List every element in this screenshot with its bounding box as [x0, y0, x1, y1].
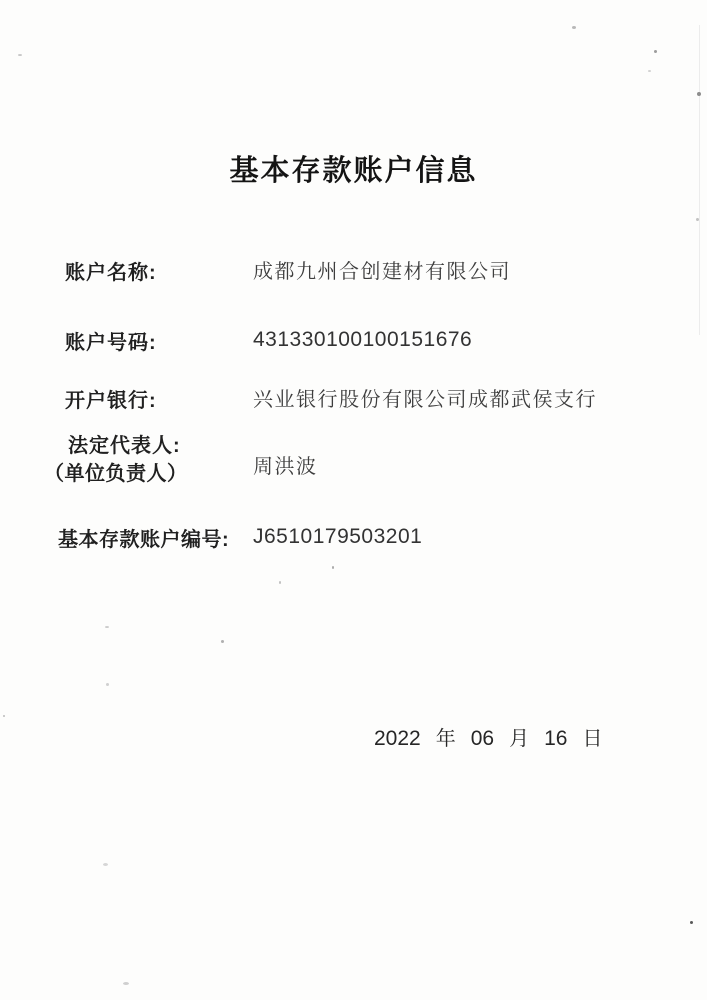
- field-label-legal-representative: 法定代表人:: [68, 435, 181, 457]
- date-month-unit: 月: [509, 728, 530, 750]
- scan-speck: [690, 921, 693, 924]
- field-label-account-name: 账户名称:: [65, 262, 157, 284]
- scan-edge-line: [699, 25, 700, 335]
- date-month: 06: [470, 727, 495, 750]
- scan-speck: [3, 715, 5, 717]
- field-value-bank: 兴业银行股份有限公司成都武侯支行: [253, 389, 597, 411]
- scan-speck: [572, 26, 576, 29]
- date-day-unit: 日: [582, 728, 603, 750]
- scan-speck: [696, 218, 699, 221]
- scan-speck: [654, 50, 657, 53]
- field-value-account-name: 成都九州合创建材有限公司: [253, 261, 511, 283]
- field-label-account-number: 账户号码:: [65, 332, 157, 354]
- field-label-unit-responsible: （单位负责人）: [44, 463, 188, 485]
- field-label-bank: 开户银行:: [65, 390, 157, 412]
- field-label-basic-account-code: 基本存款账户编号:: [58, 529, 230, 551]
- scan-speck: [103, 863, 108, 866]
- field-value-account-number: 431330100100151676: [253, 328, 473, 351]
- date-year: 2022: [374, 727, 421, 750]
- scan-speck: [18, 54, 22, 56]
- scan-speck: [123, 982, 129, 985]
- scan-speck: [279, 581, 281, 584]
- date-year-unit: 年: [435, 728, 456, 750]
- scan-speck: [221, 640, 224, 643]
- field-value-legal-representative: 周洪波: [253, 456, 318, 478]
- scan-speck: [105, 626, 109, 628]
- scan-speck: [697, 92, 701, 96]
- scan-speck: [332, 566, 334, 569]
- scan-speck: [648, 70, 651, 72]
- document-date: [374, 722, 602, 751]
- date-day: 16: [544, 727, 568, 750]
- field-value-basic-account-code: J6510179503201: [253, 525, 423, 548]
- scan-speck: [106, 683, 109, 686]
- document-title: 基本存款账户信息: [229, 155, 478, 187]
